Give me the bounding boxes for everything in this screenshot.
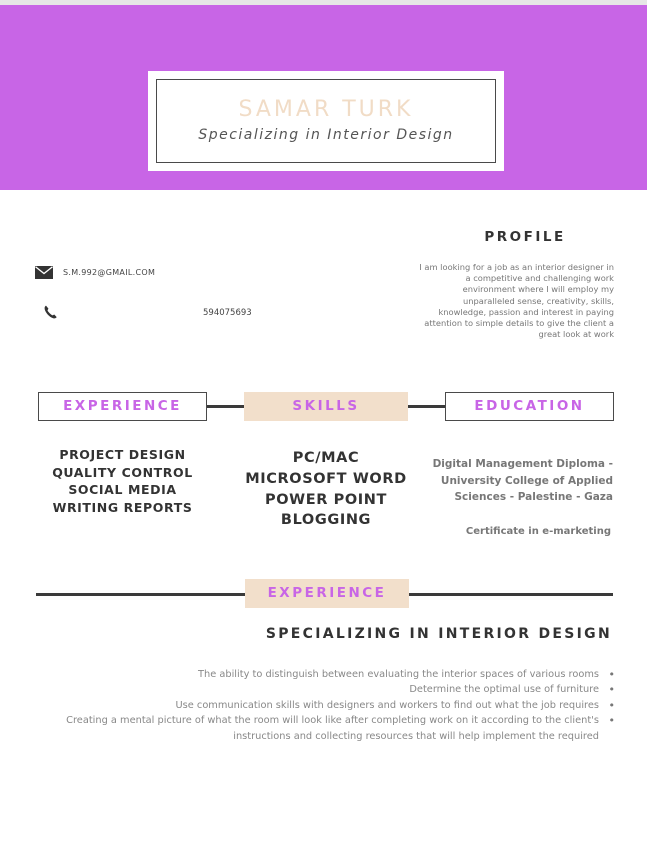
envelope-icon <box>35 266 53 279</box>
bullet-item: Creating a mental picture of what the room will look like after completing work on it according to the client's instructions and collecting resources that will help implement the required • <box>60 713 615 744</box>
phone-icon <box>43 304 58 320</box>
skills-list <box>240 448 412 531</box>
list-item: WRITING REPORTS <box>52 499 193 515</box>
section-divider-right <box>408 405 445 408</box>
list-item: BLOGGING <box>280 512 372 529</box>
list-item: PROJECT DESIGN <box>59 447 186 462</box>
experience-heading: EXPERIENCE <box>38 392 207 421</box>
list-item: POWER POINT <box>264 491 388 508</box>
header-banner <box>0 5 647 190</box>
education-heading: EDUCATION <box>445 392 614 421</box>
experience-list <box>38 446 207 516</box>
profile-heading: PROFILE <box>484 229 566 245</box>
section-divider-left <box>207 405 244 408</box>
education-line: University College of Applied <box>440 474 613 487</box>
contact-email[interactable]: S.M.992@GMAIL.COM <box>63 268 156 277</box>
list-item: MICROSOFT WORD <box>245 470 407 487</box>
bullet-item: Use communication skills with designers and workers to find out what the job requires • <box>60 698 615 713</box>
education-degree <box>420 456 613 506</box>
skills-heading: SKILLS <box>244 392 408 421</box>
bullet-item: Determine the optimal use of furniture • <box>60 682 615 697</box>
experience-bullets <box>60 667 615 744</box>
bullet-item: The ability to distinguish between evaluating the interior spaces of various rooms • <box>60 667 615 682</box>
list-item: QUALITY CONTROL <box>52 464 193 480</box>
candidate-name: SAMAR TURK <box>238 97 414 122</box>
education-certificate: Certificate in e-marketing <box>465 526 611 537</box>
experience-detail-title: SPECIALIZING IN INTERIOR DESIGN <box>265 626 612 642</box>
experience-divider-right <box>409 593 613 596</box>
profile-text: I am looking for a job as an interior designer in a competitive and challenging work environment where I will employ my unparalleled sense, creativity, skills, knowledge, passion and interest in paying attention to simple details to give the client a great look at work <box>419 262 614 340</box>
experience-detail-heading: EXPERIENCE <box>245 579 409 608</box>
list-item: PC/MAC <box>292 450 360 466</box>
list-item: SOCIAL MEDIA <box>68 482 177 497</box>
education-line: Sciences - Palestine - Gaza <box>454 491 613 503</box>
education-line: Digital Management Diploma - <box>432 458 613 470</box>
contact-phone[interactable]: 594075693 <box>203 308 252 318</box>
name-card <box>148 71 504 171</box>
name-frame <box>156 79 496 163</box>
candidate-tagline: Specializing in Interior Design <box>198 127 454 143</box>
experience-divider-left <box>36 593 245 596</box>
